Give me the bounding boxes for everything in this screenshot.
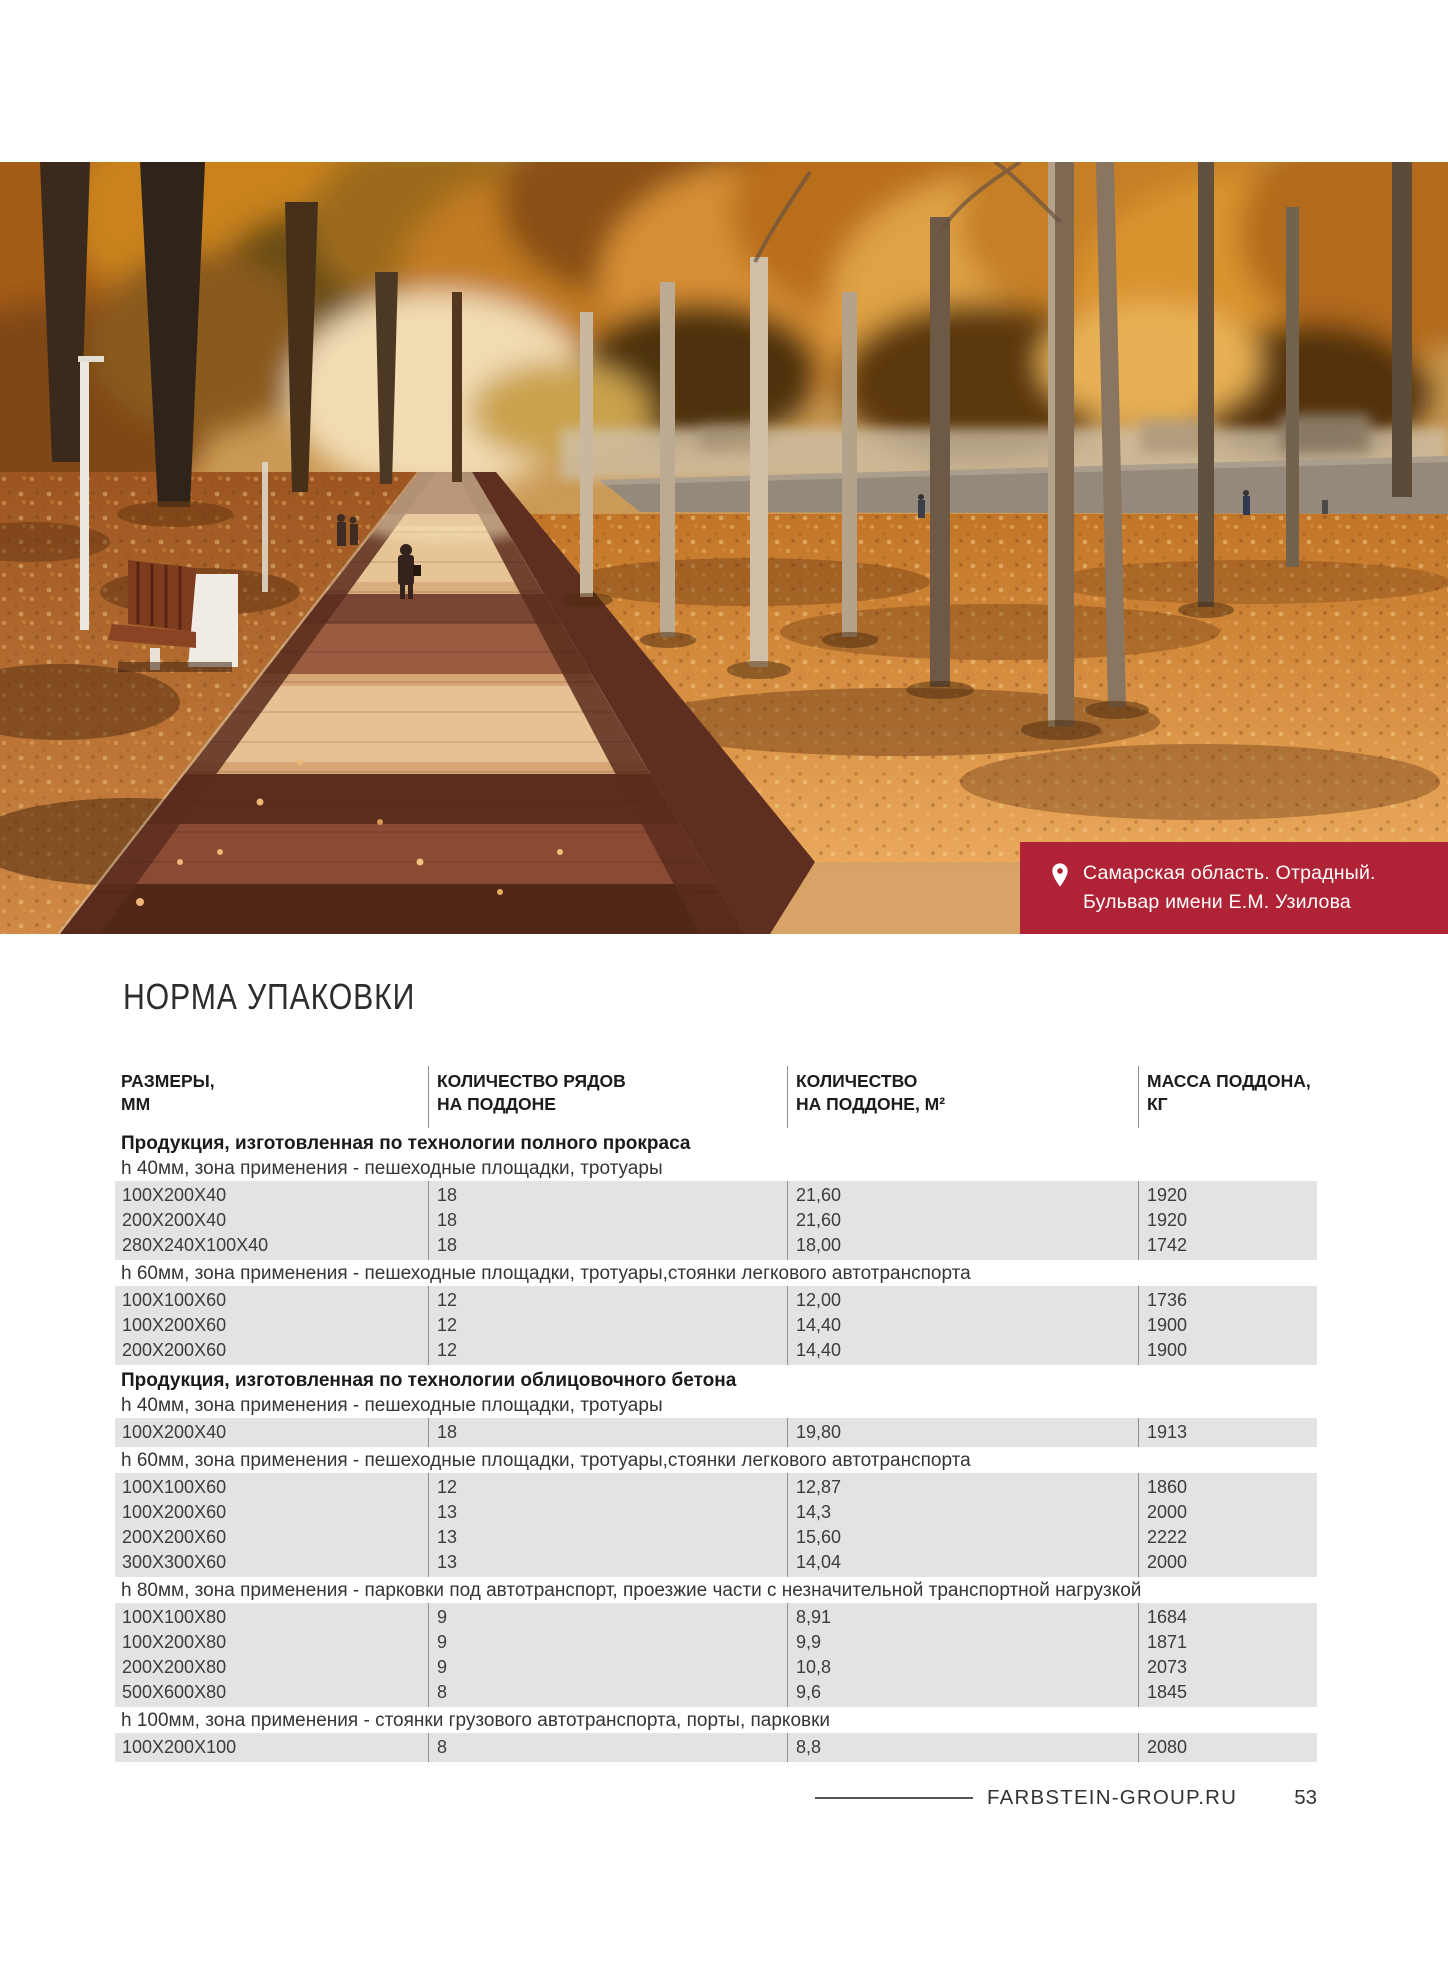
col-header-rows-per-pallet: КОЛИЧЕСТВО РЯДОВ НА ПОДДОНЕ [437, 1071, 626, 1114]
table-cell: 14,04 [796, 1552, 842, 1572]
column-divider [787, 1473, 788, 1577]
table-cell: 1871 [1147, 1632, 1188, 1652]
table-row [115, 1735, 1317, 1760]
table-section-note: h 100мм, зона применения - стоянки грузового автотранспорта, порты, парковки [121, 1710, 831, 1731]
table-cell: 18 [437, 1210, 458, 1230]
table-row [115, 1208, 1317, 1233]
table-cell: 200X200X60 [122, 1340, 227, 1360]
table-row [115, 1525, 1317, 1550]
table-cell: 18 [437, 1185, 458, 1205]
table-row [115, 1233, 1317, 1258]
table-cell: 300X300X60 [122, 1552, 227, 1572]
table-cell: 2000 [1147, 1502, 1188, 1522]
column-divider [787, 1286, 788, 1365]
table-cell: 1913 [1147, 1422, 1188, 1442]
table-cell: 8 [437, 1737, 448, 1757]
footer-site: FARBSTEIN-GROUP.RU [987, 1786, 1238, 1809]
table-cell: 19,80 [796, 1422, 842, 1442]
table-cell: 12,00 [796, 1290, 842, 1310]
table-row [115, 1500, 1317, 1525]
table-cell: 21,60 [796, 1185, 842, 1205]
table-row [115, 1605, 1317, 1630]
column-divider [1138, 1418, 1139, 1447]
page-title: НОРМА УПАКОВКИ [123, 976, 416, 1017]
table-section-note: h 60мм, зона применения - пешеходные площадки, тротуары,стоянки легкового автотранспорта [121, 1450, 971, 1471]
footer-page-number: 53 [1294, 1786, 1317, 1809]
column-divider [428, 1066, 429, 1128]
table-cell: 14,3 [796, 1502, 832, 1522]
table-cell: 8 [437, 1682, 448, 1702]
column-divider [428, 1418, 429, 1447]
table-header [115, 1066, 1317, 1128]
table-cell: 13 [437, 1527, 458, 1547]
column-divider [787, 1603, 788, 1707]
table-cell: 12,87 [796, 1477, 842, 1497]
table-row [115, 1313, 1317, 1338]
table-cell: 2222 [1147, 1527, 1188, 1547]
table-cell: 1845 [1147, 1682, 1188, 1702]
table-cell: 1920 [1147, 1185, 1188, 1205]
location-pin-icon [1050, 862, 1070, 888]
col-header-pallet-mass: МАССА ПОДДОНА, КГ [1147, 1071, 1311, 1114]
table-cell: 1860 [1147, 1477, 1188, 1497]
column-divider [787, 1066, 788, 1128]
table-row [115, 1550, 1317, 1575]
table-row [115, 1475, 1317, 1500]
col-header-qty-per-pallet: КОЛИЧЕСТВО НА ПОДДОНЕ, М² [796, 1071, 946, 1114]
table-cell: 9 [437, 1607, 448, 1627]
column-divider [1138, 1181, 1139, 1260]
table-cell: 8,8 [796, 1737, 822, 1757]
table-cell: 10,8 [796, 1657, 832, 1677]
table-cell: 9,9 [796, 1632, 822, 1652]
table-row [115, 1655, 1317, 1680]
table-cell: 15,60 [796, 1527, 842, 1547]
table-row [115, 1288, 1317, 1313]
table-cell: 1920 [1147, 1210, 1188, 1230]
lamp-post-far [262, 462, 268, 592]
table-body [115, 1133, 1317, 1762]
table-cell: 18,00 [796, 1235, 842, 1255]
table-group-title: Продукция, изготовленная по технологии облицовочного бетона [121, 1370, 737, 1391]
table-cell: 100X100X60 [122, 1290, 227, 1310]
table-cell: 12 [437, 1290, 458, 1310]
park-photo-illustration [0, 162, 1448, 934]
column-divider [428, 1286, 429, 1365]
table-cell: 9 [437, 1657, 448, 1677]
table-group-title: Продукция, изготовленная по технологии полного прокраса [121, 1133, 691, 1154]
table-cell: 100X200X80 [122, 1632, 227, 1652]
table-cell: 1742 [1147, 1235, 1188, 1255]
column-divider [787, 1181, 788, 1260]
column-divider [428, 1473, 429, 1577]
column-divider [428, 1733, 429, 1762]
table-section-note: h 60мм, зона применения - пешеходные площадки, тротуары,стоянки легкового автотранспорта [121, 1263, 971, 1284]
table-cell: 8,91 [796, 1607, 832, 1627]
table-row-block [115, 1733, 1317, 1762]
table-cell: 200X200X40 [122, 1210, 227, 1230]
table-cell: 200X200X80 [122, 1657, 227, 1677]
table-row-block [115, 1181, 1317, 1260]
table-row [115, 1420, 1317, 1445]
table-cell: 9 [437, 1632, 448, 1652]
column-divider [1138, 1473, 1139, 1577]
table-cell: 100X100X80 [122, 1607, 227, 1627]
column-divider [1138, 1066, 1139, 1128]
table-cell: 100X200X40 [122, 1422, 227, 1442]
table-cell: 13 [437, 1502, 458, 1522]
table-row [115, 1183, 1317, 1208]
packing-table [115, 1066, 1317, 1765]
col-header-sizes: РАЗМЕРЫ, ММ [121, 1071, 215, 1114]
table-cell: 500X600X80 [122, 1682, 227, 1702]
table-cell: 100X200X40 [122, 1185, 227, 1205]
table-cell: 2080 [1147, 1737, 1188, 1757]
column-divider [1138, 1286, 1139, 1365]
table-cell: 9,6 [796, 1682, 822, 1702]
location-badge [1020, 842, 1448, 934]
table-cell: 14,40 [796, 1340, 842, 1360]
table-row-block [115, 1603, 1317, 1707]
column-divider [428, 1603, 429, 1707]
table-section-note: h 80мм, зона применения - парковки под автотранспорт, проезжие части с незначительной транспортной нагрузкой [121, 1580, 1142, 1601]
location-line2: Бульвар имени Е.М. Узилова [1083, 891, 1351, 913]
footer-divider-line [815, 1797, 973, 1799]
table-cell: 18 [437, 1422, 458, 1442]
column-divider [787, 1733, 788, 1762]
table-row-block [115, 1286, 1317, 1365]
location-line1: Самарская область. Отрадный. [1083, 862, 1376, 884]
table-cell: 2000 [1147, 1552, 1188, 1572]
table-cell: 18 [437, 1235, 458, 1255]
table-cell: 1684 [1147, 1607, 1188, 1627]
table-row [115, 1630, 1317, 1655]
table-cell: 200X200X60 [122, 1527, 227, 1547]
table-row-block [115, 1418, 1317, 1447]
table-cell: 1900 [1147, 1340, 1188, 1360]
table-cell: 12 [437, 1477, 458, 1497]
column-divider [1138, 1603, 1139, 1707]
table-cell: 12 [437, 1315, 458, 1335]
table-cell: 100X200X60 [122, 1315, 227, 1335]
column-divider [787, 1418, 788, 1447]
table-section-note: h 40мм, зона применения - пешеходные площадки, тротуары [121, 1395, 663, 1416]
column-divider [1138, 1733, 1139, 1762]
table-cell: 100X200X60 [122, 1502, 227, 1522]
table-cell: 21,60 [796, 1210, 842, 1230]
footer [115, 1786, 1317, 1810]
table-cell: 14,40 [796, 1315, 842, 1335]
park-photo [0, 162, 1448, 934]
table-row-block [115, 1473, 1317, 1577]
table-row [115, 1338, 1317, 1363]
table-cell: 1900 [1147, 1315, 1188, 1335]
column-divider [428, 1181, 429, 1260]
table-section-note: h 40мм, зона применения - пешеходные площадки, тротуары [121, 1158, 663, 1179]
table-cell: 100X200X100 [122, 1737, 237, 1757]
table-cell: 1736 [1147, 1290, 1188, 1310]
table-row [115, 1680, 1317, 1705]
table-cell: 12 [437, 1340, 458, 1360]
table-cell: 280X240X100X40 [122, 1235, 269, 1255]
table-cell: 13 [437, 1552, 458, 1572]
table-cell: 2073 [1147, 1657, 1188, 1677]
table-cell: 100X100X60 [122, 1477, 227, 1497]
